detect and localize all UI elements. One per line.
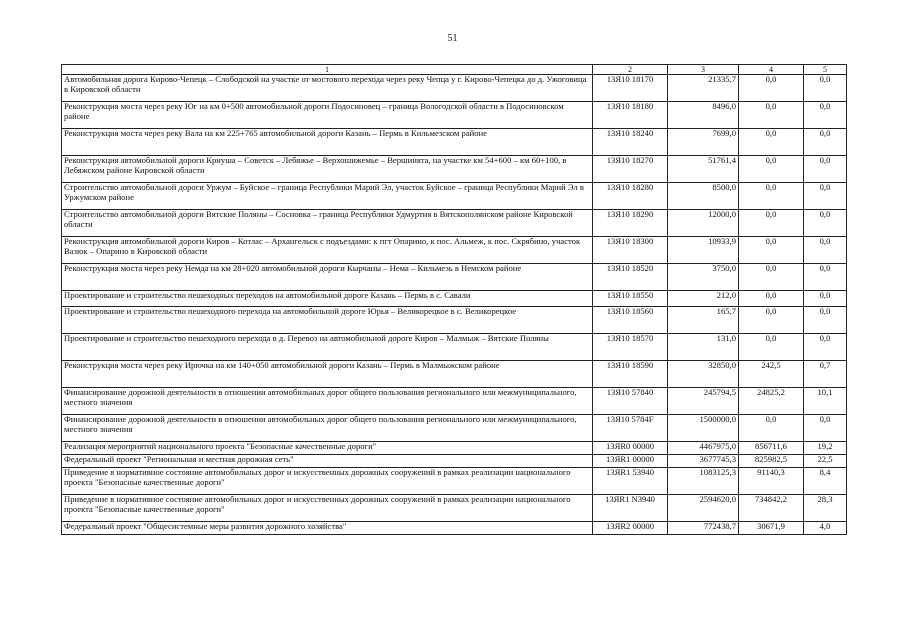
- column-header-2: 2: [593, 65, 668, 75]
- row-value-1: 8500,0: [668, 183, 739, 210]
- row-code: 13Я10 57840: [593, 388, 668, 415]
- row-value-3: 22,5: [804, 455, 847, 468]
- row-value-3: 10,1: [804, 388, 847, 415]
- row-name: Проектирование и строительство пешеходных переходов на автомобильной дороге Казань – Пермь в с. Савали: [62, 291, 593, 307]
- row-value-2: 0,0: [739, 415, 804, 442]
- table-row: [62, 264, 847, 291]
- row-code: 13Я10 18180: [593, 102, 668, 129]
- row-value-3: 0,0: [804, 102, 847, 129]
- row-code: 13Я10 18290: [593, 210, 668, 237]
- row-value-3: 0,0: [804, 415, 847, 442]
- table-row: [62, 495, 847, 522]
- table-row: [62, 455, 847, 468]
- row-name: Реализация мероприятий национального проекта "Безопасные качественные дороги": [62, 442, 593, 455]
- row-value-2: 0,0: [739, 156, 804, 183]
- row-value-2: 30671,9: [739, 522, 804, 535]
- row-value-3: 0,0: [804, 156, 847, 183]
- row-code: 13ЯR1 53940: [593, 468, 668, 495]
- row-value-3: 4,0: [804, 522, 847, 535]
- row-name: Реконструкция моста через реку Юг на км 0+500 автомобильной дороги Подосиновец – граница Вологодской области в Подосиновском районе: [62, 102, 593, 129]
- row-value-1: 7699,0: [668, 129, 739, 156]
- table-row: [62, 334, 847, 361]
- row-code: 13ЯR1 00000: [593, 455, 668, 468]
- row-value-1: 51761,4: [668, 156, 739, 183]
- row-code: 13Я10 18550: [593, 291, 668, 307]
- table-row: [62, 102, 847, 129]
- row-code: 13Я10 18590: [593, 361, 668, 388]
- row-value-1: 165,7: [668, 307, 739, 334]
- row-value-1: 1083125,3: [668, 468, 739, 495]
- row-value-1: 131,0: [668, 334, 739, 361]
- row-value-3: 0,0: [804, 183, 847, 210]
- row-value-1: 212,0: [668, 291, 739, 307]
- table-row: [62, 361, 847, 388]
- row-code: 13ЯR1 N3940: [593, 495, 668, 522]
- row-code: 13ЯR2 00000: [593, 522, 668, 535]
- row-value-2: 0,0: [739, 291, 804, 307]
- column-header-5: 5: [804, 65, 847, 75]
- table-row: [62, 522, 847, 535]
- row-value-1: 4467975,0: [668, 442, 739, 455]
- row-value-1: 1500000,0: [668, 415, 739, 442]
- row-name: Финансирование дорожной деятельности в отношении автомобильных дорог общего пользования регионального или межмуниципального, местного значения: [62, 388, 593, 415]
- table-row: [62, 442, 847, 455]
- column-header-1: 1: [62, 65, 593, 75]
- row-name: Автомобильная дорога Кирово-Чепецк – Слободской на участке от мостового перехода через реку Чепца у г. Кирово-Чепецка до д. Ужоговица в Кировской области: [62, 75, 593, 102]
- row-value-1: 3677745,3: [668, 455, 739, 468]
- row-value-3: 0,0: [804, 334, 847, 361]
- row-value-3: 0,0: [804, 129, 847, 156]
- row-value-2: 242,5: [739, 361, 804, 388]
- row-value-2: 0,0: [739, 237, 804, 264]
- page-number: 51: [447, 33, 458, 44]
- row-value-1: 8496,0: [668, 102, 739, 129]
- row-value-2: 0,0: [739, 307, 804, 334]
- row-value-1: 21335,7: [668, 75, 739, 102]
- row-code: 13Я10 18270: [593, 156, 668, 183]
- row-name: Проектирование и строительство пешеходного перехода в д. Перевоз на автомобильной дороге Киров – Малмыж – Вятские Поляны: [62, 334, 593, 361]
- row-name: Реконструкция автомобильной дороги Киров – Котлас – Архангельск с подъездами: к пгт Опарино, к пос. Альмеж, к пос. Скрябино, участок Вазюк – Опарино в Кировской области: [62, 237, 593, 264]
- row-value-3: 0,0: [804, 307, 847, 334]
- row-value-2: 24825,2: [739, 388, 804, 415]
- row-code: 13Я10 5784F: [593, 415, 668, 442]
- row-code: 13Я10 18560: [593, 307, 668, 334]
- table-row: [62, 237, 847, 264]
- row-name: Строительство автомобильной дороги Уржум – Буйское – граница Республики Марий Эл, участок Буйское – граница Республики Марий Эл в Уржумском районе: [62, 183, 593, 210]
- row-value-2: 856711,6: [739, 442, 804, 455]
- table-row: [62, 210, 847, 237]
- table-row: [62, 307, 847, 334]
- row-code: 13Я10 18300: [593, 237, 668, 264]
- row-code: 13Я10 18170: [593, 75, 668, 102]
- row-value-2: 0,0: [739, 183, 804, 210]
- row-code: 13Я10 18520: [593, 264, 668, 291]
- row-code: 13ЯR0 00000: [593, 442, 668, 455]
- row-value-3: 0,7: [804, 361, 847, 388]
- row-value-2: 0,0: [739, 129, 804, 156]
- row-name: Приведение в нормативное состояние автомобильных дорог и искусственных дорожных сооружений в рамках реализации национального проекта "Безопасные качественные дороги": [62, 468, 593, 495]
- row-value-3: 0,0: [804, 264, 847, 291]
- budget-table: [61, 64, 847, 535]
- row-value-1: 245794,5: [668, 388, 739, 415]
- row-name: Строительство автомобильной дороги Вятские Поляны – Сосновка – граница Республики Удмуртия в Вятскополянском районе Кировской области: [62, 210, 593, 237]
- row-code: 13Я10 18240: [593, 129, 668, 156]
- row-value-2: 825982,5: [739, 455, 804, 468]
- row-value-2: 0,0: [739, 264, 804, 291]
- row-value-1: 12000,0: [668, 210, 739, 237]
- table-row: [62, 415, 847, 442]
- row-value-1: 772438,7: [668, 522, 739, 535]
- row-value-1: 10933,9: [668, 237, 739, 264]
- table-row: [62, 291, 847, 307]
- row-name: Реконструкция моста через реку Ирючка на км 140+050 автомобильной дороги Казань – Пермь в Малмыжском районе: [62, 361, 593, 388]
- table-row: [62, 388, 847, 415]
- table-row: [62, 468, 847, 495]
- column-number-row: [62, 65, 847, 75]
- row-value-2: 0,0: [739, 334, 804, 361]
- row-name: Финансирование дорожной деятельности в отношении автомобильных дорог общего пользования регионального или межмуниципального, местного значения: [62, 415, 593, 442]
- row-value-1: 2594620,0: [668, 495, 739, 522]
- row-name: Реконструкция моста через реку Немда на км 28+020 автомобильной дороги Кырчаны – Нема – Кильмезь в Немском районе: [62, 264, 593, 291]
- row-value-3: 0,0: [804, 291, 847, 307]
- row-name: Проектирование и строительство пешеходного перехода на автомобильной дороге Юрья – Великорецкое в с. Великорецкое: [62, 307, 593, 334]
- row-value-2: 0,0: [739, 75, 804, 102]
- row-name: Федеральный проект "Региональная и местная дорожная сеть": [62, 455, 593, 468]
- row-value-2: 0,0: [739, 102, 804, 129]
- row-value-1: 3750,0: [668, 264, 739, 291]
- row-name: Приведение в нормативное состояние автомобильных дорог и искусственных дорожных сооружений в рамках реализации национального проекта "Безопасные качественные дороги": [62, 495, 593, 522]
- row-name: Федеральный проект "Общесистемные меры развития дорожного хозяйства": [62, 522, 593, 535]
- table-row: [62, 75, 847, 102]
- table-row: [62, 183, 847, 210]
- row-value-2: 0,0: [739, 210, 804, 237]
- row-code: 13Я10 18280: [593, 183, 668, 210]
- row-name: Реконструкция автомобильной дороги Криуша – Советск – Лебяжье – Верхошижемье – Вершинята, на участке км 54+600 – км 60+100, в Лебяжском районе Кировской области: [62, 156, 593, 183]
- row-name: Реконструкция моста через реку Вала на км 225+765 автомобильной дороги Казань – Пермь в Кильмезском районе: [62, 129, 593, 156]
- row-value-3: 8,4: [804, 468, 847, 495]
- row-value-3: 0,0: [804, 237, 847, 264]
- column-header-4: 4: [739, 65, 804, 75]
- row-value-3: 0,0: [804, 210, 847, 237]
- column-header-3: 3: [668, 65, 739, 75]
- row-value-2: 91140,3: [739, 468, 804, 495]
- table-row: [62, 156, 847, 183]
- row-value-2: 734842,2: [739, 495, 804, 522]
- row-value-3: 28,3: [804, 495, 847, 522]
- row-value-3: 0,0: [804, 75, 847, 102]
- row-code: 13Я10 18570: [593, 334, 668, 361]
- table-row: [62, 129, 847, 156]
- row-value-3: 19,2: [804, 442, 847, 455]
- row-value-1: 32850,0: [668, 361, 739, 388]
